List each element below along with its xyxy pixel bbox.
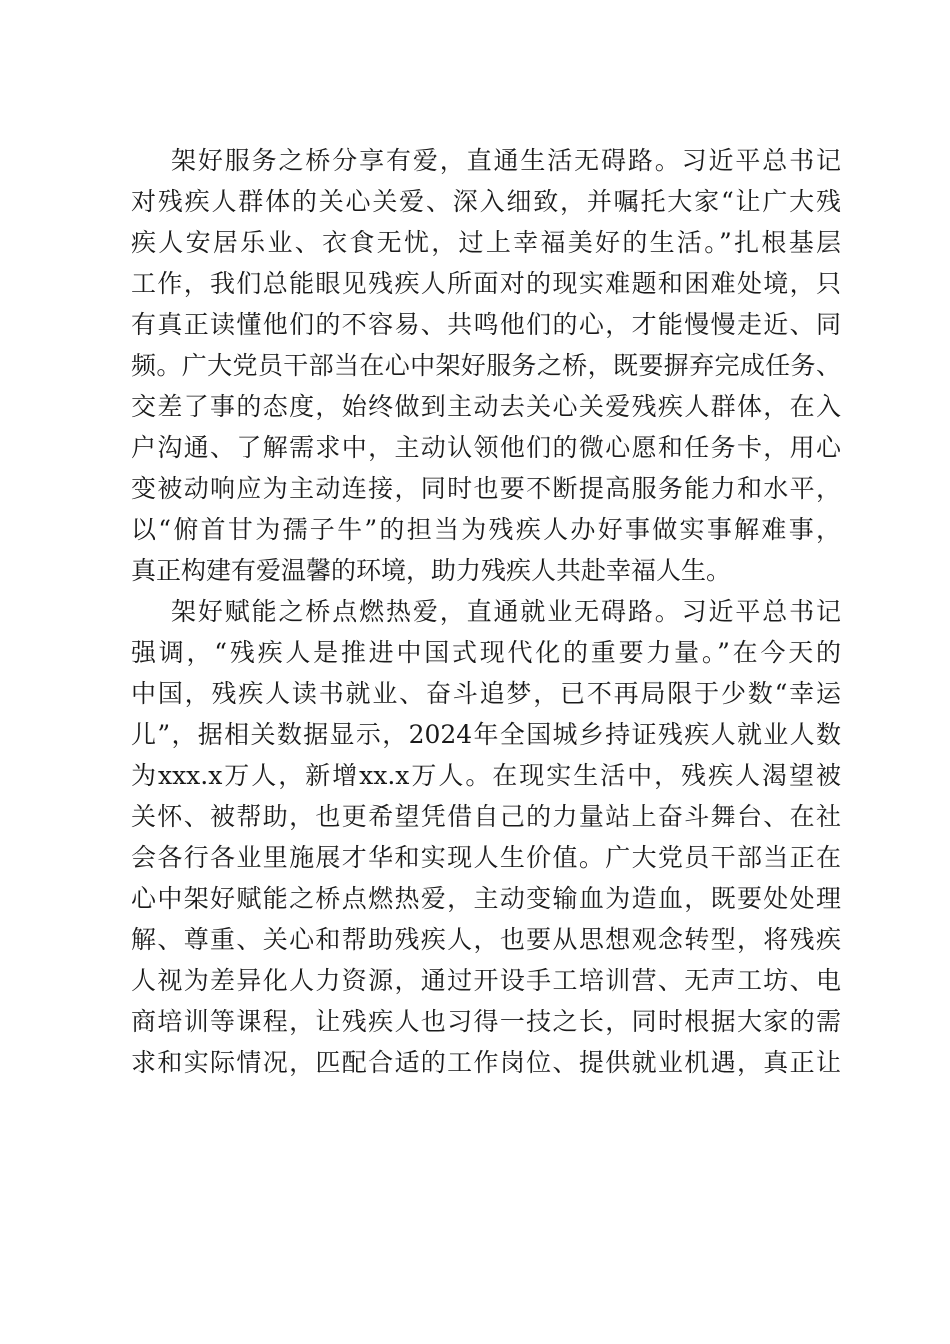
paragraph-empowerment-bridge — [131, 591, 841, 1083]
paragraph-line: 强调，“残疾人是推进中国式现代化的重要力量。”在今天的 — [131, 638, 841, 667]
paragraph-line: 有真正读懂他们的不容易、共鸣他们的心，才能慢慢走近、同 — [131, 310, 841, 339]
paragraph-line: 户沟通、了解需求中，主动认领他们的微心愿和任务卡，用心 — [131, 433, 841, 462]
paragraph-line: 架好赋能之桥点燃热爱，直通就业无碍路。习近平总书记 — [171, 597, 841, 626]
paragraph-line: 心中架好赋能之桥点燃热爱，主动变输血为造血，既要处处理 — [131, 884, 841, 913]
paragraph-service-bridge — [131, 140, 841, 591]
paragraph-line: 以“俯首甘为孺子牛”的担当为残疾人办好事做实事解难事， — [131, 515, 841, 544]
paragraph-line: 频。广大党员干部当在心中架好服务之桥，既要摒弃完成任务、 — [131, 351, 841, 380]
paragraph-line: 儿”，据相关数据显示，2024年全国城乡持证残疾人就业人数 — [131, 720, 841, 749]
paragraph-line: 工作，我们总能眼见残疾人所面对的现实难题和困难处境，只 — [131, 269, 841, 298]
document-body — [131, 140, 841, 1083]
paragraph-line: 交差了事的态度，始终做到主动去关心关爱残疾人群体，在入 — [131, 392, 841, 421]
paragraph-line: 关怀、被帮助，也更希望凭借自己的力量站上奋斗舞台、在社 — [131, 802, 841, 831]
paragraph-line: 解、尊重、关心和帮助残疾人，也要从思想观念转型，将残疾 — [131, 925, 841, 954]
paragraph-line: 商培训等课程，让残疾人也习得一技之长，同时根据大家的需 — [131, 1007, 841, 1036]
paragraph-line: 变被动响应为主动连接，同时也要不断提高服务能力和水平， — [131, 474, 841, 503]
paragraph-line: 真正构建有爱温馨的环境，助力残疾人共赴幸福人生。 — [131, 556, 732, 585]
paragraph-line: 疾人安居乐业、衣食无忧，过上幸福美好的生活。”扎根基层 — [131, 228, 841, 257]
paragraph-line: 会各行各业里施展才华和实现人生价值。广大党员干部当正在 — [131, 843, 841, 872]
paragraph-line: 求和实际情况，匹配合适的工作岗位、提供就业机遇，真正让 — [131, 1048, 841, 1077]
paragraph-line: 架好服务之桥分享有爱，直通生活无碍路。习近平总书记 — [171, 146, 841, 175]
paragraph-line: 中国，残疾人读书就业、奋斗追梦，已不再局限于少数“幸运 — [131, 679, 841, 708]
paragraph-line: 人视为差异化人力资源，通过开设手工培训营、无声工坊、电 — [131, 966, 841, 995]
paragraph-line: 对残疾人群体的关心关爱、深入细致，并嘱托大家“让广大残 — [131, 187, 841, 216]
paragraph-line: 为xxx.x万人，新增xx.x万人。在现实生活中，残疾人渴望被 — [131, 761, 841, 790]
